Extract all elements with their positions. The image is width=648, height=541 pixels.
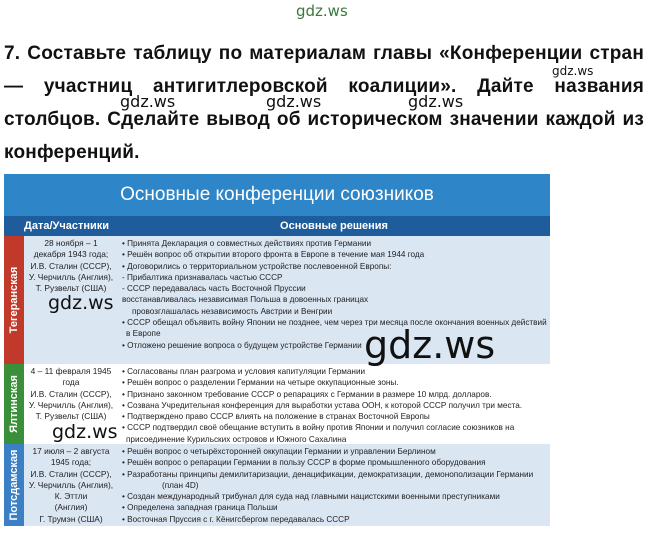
dates-participants: 17 июля – 2 августа 1945 года; И.В. Сталин (СССР), У. Черчилль (Англия), К. Эттли (Англия) Г. Трумэн (США) [28,446,114,524]
table-header [4,216,550,236]
watermark-table-center: gdz.ws [364,323,496,367]
table-row [4,444,550,526]
decisions: • Принята Декларация о совместных действиях против Германии • Решён вопрос об открытии второго фронта в Европе в течение мая 1944 года • Договорились о территориальном устройстве послевоенной Европы: - Прибалтика признавалась частью СССР - СССР передавалась часть Восточной Пруссии восстанавливалась независимая Польша в довоенных границах провозглашалась независимость Австрии и Венгрии • СССР обещал объявить войну Японии не позднее, чем через три месяца после окончания военных действий в Европе • Отложено решение вопроса о будущем устройстве Германии [122,239,547,350]
dates-participants: 4 – 11 февраля 1945 года И.В. Сталин (СССР), У. Черчилль (Англия), Т. Рузвельт (США) [28,366,114,422]
watermark-table-left-1: gdz.ws [48,292,114,314]
conference-label: Тегеранская [4,236,24,364]
watermark-row-3: gdz.ws [408,92,464,111]
task-text: 7. Составьте таблицу по материалам главы «Конференции стран — участниц антигитлеровской коалиции». Дайте названия столбцов. Сделайте вывод об историческом значении каждой из конференций. [4,43,644,163]
watermark-small: gdz.ws [552,64,594,78]
conference-label: Потсдамская [4,444,24,526]
dates-participants: 28 ноября – 1 декабря 1943 года; И.В. Сталин (СССР), У. Черчилль (Англия), Т. Рузвельт (США) [28,238,114,294]
header-dates: Дата/Участники [24,220,110,232]
decisions: • Согласованы план разгрома и условия капитуляции Германии • Решён вопрос о разделении Германии на четыре оккупационные зоны. • Признано законном требование СССР о репарациях с Германии в размере 10 млрд. долларов. • Созвана Учредительная конференция для выработки устава ООН, к которой СССР получил три места. • Подтверждено право СССР влиять на положение в странах Восточной Европы • СССР подтвердил своё обещание вступить в войну против Японии и получил согласие союзников на присоединение Курильских островов и Южного Сахалина [122,367,523,444]
watermark-row-1: gdz.ws [120,92,176,111]
watermark-row-2: gdz.ws [266,92,322,111]
watermark-top: gdz.ws [296,2,348,20]
watermark-table-left-2: gdz.ws [52,421,118,443]
conference-label: Ялтинская [4,364,24,444]
decisions: • Решён вопрос о четырёхсторонней оккупации Германии и управлении Берлином • Решён вопрос о репарации Германии в пользу СССР в форме промышленного оборудования • Разработаны принципы демилитаризации, денацификации, демократизации, демонополизации Германии (план 4D) • Создан международный трибунал для суда над главными нацистскими военными преступниками • Определена западная граница Польши • Восточная Пруссия с г. Кёнигсбергом передавалась СССР [122,447,534,524]
table-title: Основные конференции союзников [4,174,550,216]
header-decisions: Основные решения [280,220,388,232]
